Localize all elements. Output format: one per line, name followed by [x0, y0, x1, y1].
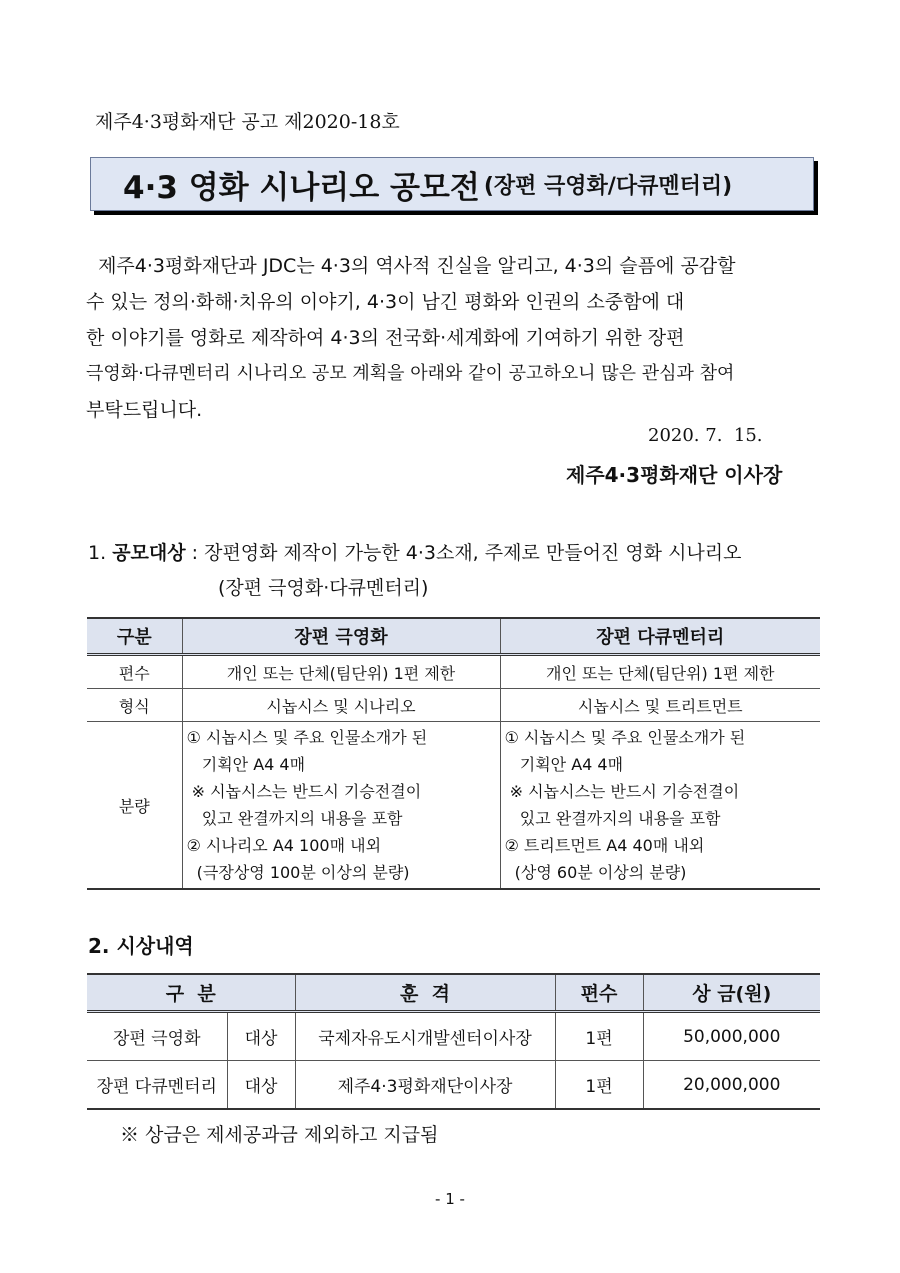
- table-cell: 시놉시스 및 트리트먼트: [500, 689, 820, 722]
- intro-line: 수 있는 정의·화해·치유의 이야기, 4·3이 남긴 평화와 인권의 소중함에 대: [86, 291, 685, 313]
- amount-line: 있고 완결까지의 내용을 포함: [504, 809, 721, 828]
- table-cell: 1편: [555, 1012, 643, 1061]
- eligibility-table: [87, 617, 820, 890]
- intro-line: 극영화·다큐멘터리 시나리오 공모 계획을 아래와 같이 공고하오니 많은 관심과 참여: [86, 363, 735, 384]
- amount-line: 있고 완결까지의 내용을 포함: [186, 809, 403, 828]
- table-cell: 개인 또는 단체(팀단위) 1편 제한: [182, 655, 500, 689]
- section1-label: 공모대상: [112, 542, 186, 564]
- amount-line: ① 시놉시스 및 주요 인물소개가 된: [186, 728, 428, 747]
- section1-sub: (장편 극영화·다큐멘터리): [218, 577, 429, 599]
- amount-line: (상영 60분 이상의 분량): [504, 863, 687, 882]
- column-header: 편수: [555, 974, 643, 1012]
- section1-text: : 장편영화 제작이 가능한 4·3소재, 주제로 만들어진 영화 시나리오: [191, 542, 742, 564]
- page-number: - 1 -: [435, 1190, 465, 1208]
- table-cell: 제주4·3평화재단이사장: [295, 1061, 555, 1110]
- column-header: 상 금(원): [643, 974, 820, 1012]
- intro-line: 제주4·3평화재단과 JDC는 4·3의 역사적 진실을 알리고, 4·3의 슬픔에 공감할: [86, 255, 736, 277]
- amount-line: ② 트리트먼트 A4 40매 내외: [504, 836, 705, 855]
- signer: 제주4·3평화재단 이사장: [566, 463, 783, 487]
- amount-line: 기획안 A4 4매: [504, 755, 624, 774]
- table-row: [87, 722, 820, 890]
- table-cell: 개인 또는 단체(팀단위) 1편 제한: [500, 655, 820, 689]
- table-header-row: [87, 974, 820, 1012]
- row-label: 편수: [87, 655, 182, 689]
- column-header: 장편 다큐멘터리: [500, 618, 820, 655]
- row-label: 분량: [87, 722, 182, 890]
- awards-table: [87, 973, 820, 1110]
- amount-line: ※ 시놉시스는 반드시 기승전결이: [186, 782, 422, 801]
- column-header: 구 분: [87, 974, 295, 1012]
- amount-line: ① 시놉시스 및 주요 인물소개가 된: [504, 728, 746, 747]
- row-label: 형식: [87, 689, 182, 722]
- amount-line: ※ 시놉시스는 반드시 기승전결이: [504, 782, 740, 801]
- title-box: [90, 157, 814, 211]
- amount-line: ② 시나리오 A4 100매 내외: [186, 836, 382, 855]
- table-header-row: [87, 618, 820, 655]
- table-cell: 대상: [227, 1061, 295, 1110]
- intro-line: 한 이야기를 영화로 제작하여 4·3의 전국화·세계화에 기여하기 위한 장편: [86, 327, 685, 349]
- amount-cell: [182, 722, 500, 890]
- page-title: 4·3 영화 시나리오 공모전: [123, 169, 480, 206]
- table-row: [87, 655, 820, 689]
- section2-heading: 2. 시상내역: [88, 934, 194, 958]
- notice-number: 제주4·3평화재단 공고 제2020-18호: [95, 111, 400, 133]
- amount-line: (극장상영 100분 이상의 분량): [186, 863, 410, 882]
- amount-line: 기획안 A4 4매: [186, 755, 306, 774]
- notice-date: 2020. 7. 15.: [648, 425, 763, 446]
- section1-heading: [88, 538, 741, 565]
- table-cell: 대상: [227, 1012, 295, 1061]
- intro-line: 부탁드립니다.: [86, 399, 203, 421]
- table-cell: 국제자유도시개발센터이사장: [295, 1012, 555, 1061]
- table-cell: 장편 극영화: [87, 1012, 227, 1061]
- table-row: [87, 689, 820, 722]
- table-cell: 50,000,000: [643, 1012, 820, 1061]
- table-row: [87, 1061, 820, 1110]
- prize-note: ※ 상금은 제세공과금 제외하고 지급됨: [120, 1124, 439, 1146]
- table-cell: 시놉시스 및 시나리오: [182, 689, 500, 722]
- column-header: 장편 극영화: [182, 618, 500, 655]
- table-row: [87, 1012, 820, 1061]
- table-cell: 1편: [555, 1061, 643, 1110]
- column-header: 구분: [87, 618, 182, 655]
- column-header: 훈 격: [295, 974, 555, 1012]
- table-cell: 20,000,000: [643, 1061, 820, 1110]
- amount-cell: [500, 722, 820, 890]
- intro-paragraph: [86, 248, 812, 428]
- page-subtitle: (장편 극영화/다큐멘터리): [483, 173, 733, 199]
- table-cell: 장편 다큐멘터리: [87, 1061, 227, 1110]
- section1-number: 1.: [88, 542, 107, 564]
